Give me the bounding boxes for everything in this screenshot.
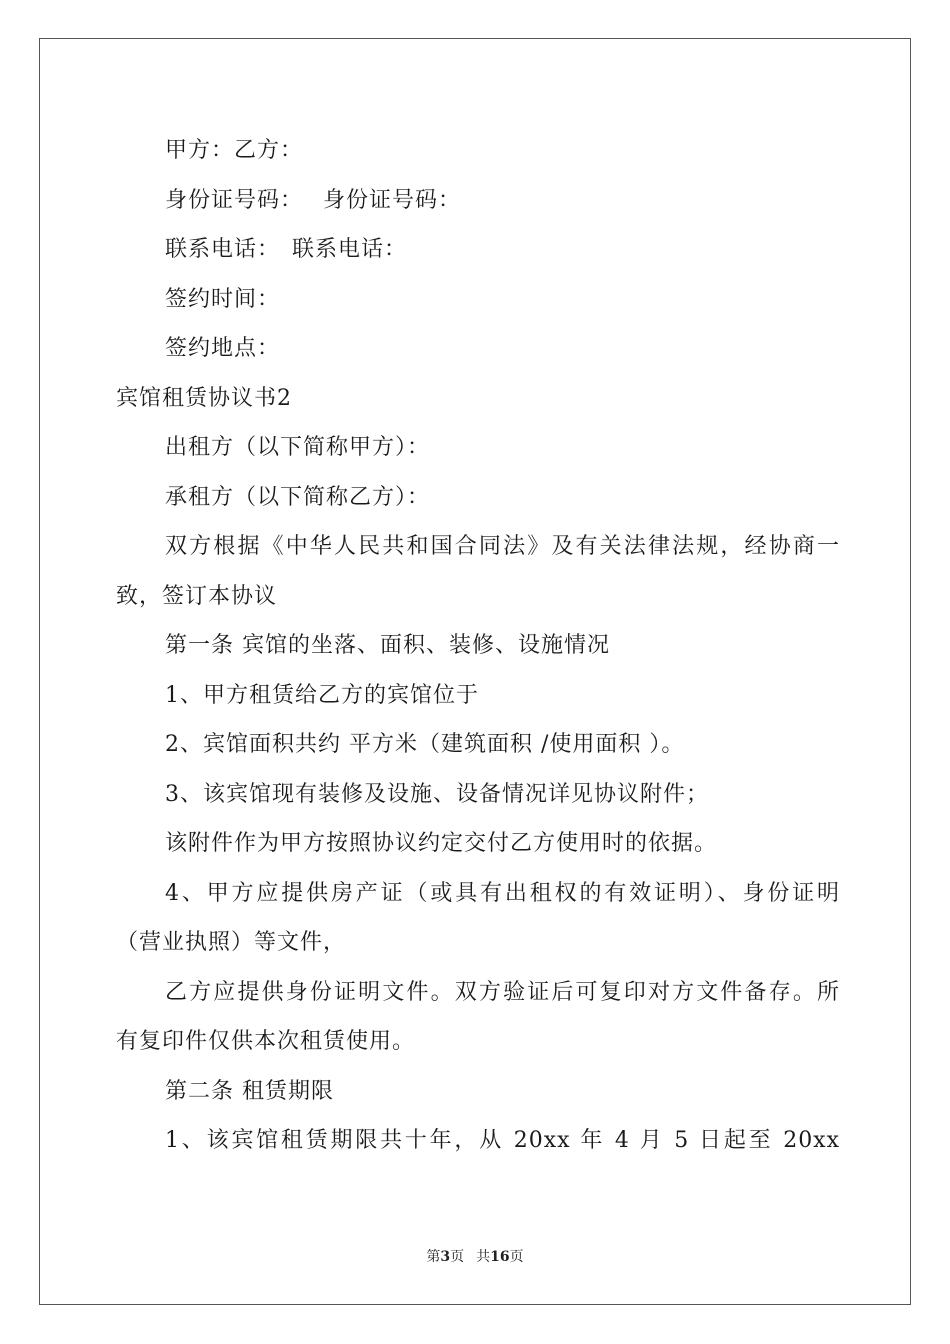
text-line: 1、甲方租赁给乙方的宾馆位于 [165,682,479,708]
text-line: 身份证号码： 身份证号码： [165,187,461,213]
text-line: （营业执照）等文件， [116,930,347,955]
text-line: 1、该宾馆租赁期限共十年，从 20xx 年 4 月 5 日起至 20xx [165,1128,840,1153]
footer-prefix: 第 [426,1249,441,1265]
text-line: 出租方（以下简称甲方）： [165,435,431,460]
text-line: 甲方：乙方： [165,138,304,163]
footer-total-prefix: 共 [476,1249,491,1265]
text-line: 第二条 租赁期限 [165,1078,334,1104]
text-line: 有复印件仅供本次租赁使用。 [116,1029,416,1054]
text-line: 致，签订本协议 [116,583,278,609]
text-line: 4、甲方应提供房产证（或具有出租权的有效证明）、身份证明 [165,880,840,906]
text-line: 3、该宾馆现有装修及设施、设备情况详见协议附件； [165,781,709,807]
page-footer [0,1248,950,1266]
text-line: 2、宾馆面积共约 平方米（建筑面积 /使用面积 ）。 [165,732,685,757]
text-line: 联系电话： 联系电话： [165,237,408,262]
text-line: 签约地点： [165,336,281,361]
text-line: 双方根据《中华人民共和国合同法》及有关法律法规，经协商一 [165,534,840,559]
text-line: 签约时间： [165,286,281,312]
text-line: 第一条 宾馆的坐落、面积、装修、设施情况 [165,633,610,658]
text-line: 该附件作为甲方按照协议约定交付乙方使用时的依据。 [165,831,718,856]
current-page-number: 3 [440,1249,451,1265]
footer-page-suffix: 页 [450,1249,465,1265]
text-line: 宾馆租赁协议书2 [116,385,292,411]
footer-total-suffix: 页 [509,1249,524,1265]
document-body [116,126,840,1166]
total-page-count: 16 [490,1249,510,1265]
text-line: 承租方（以下简称乙方）： [165,484,431,510]
text-line: 乙方应提供身份证明文件。双方验证后可复印对方文件备存。所 [165,979,840,1005]
